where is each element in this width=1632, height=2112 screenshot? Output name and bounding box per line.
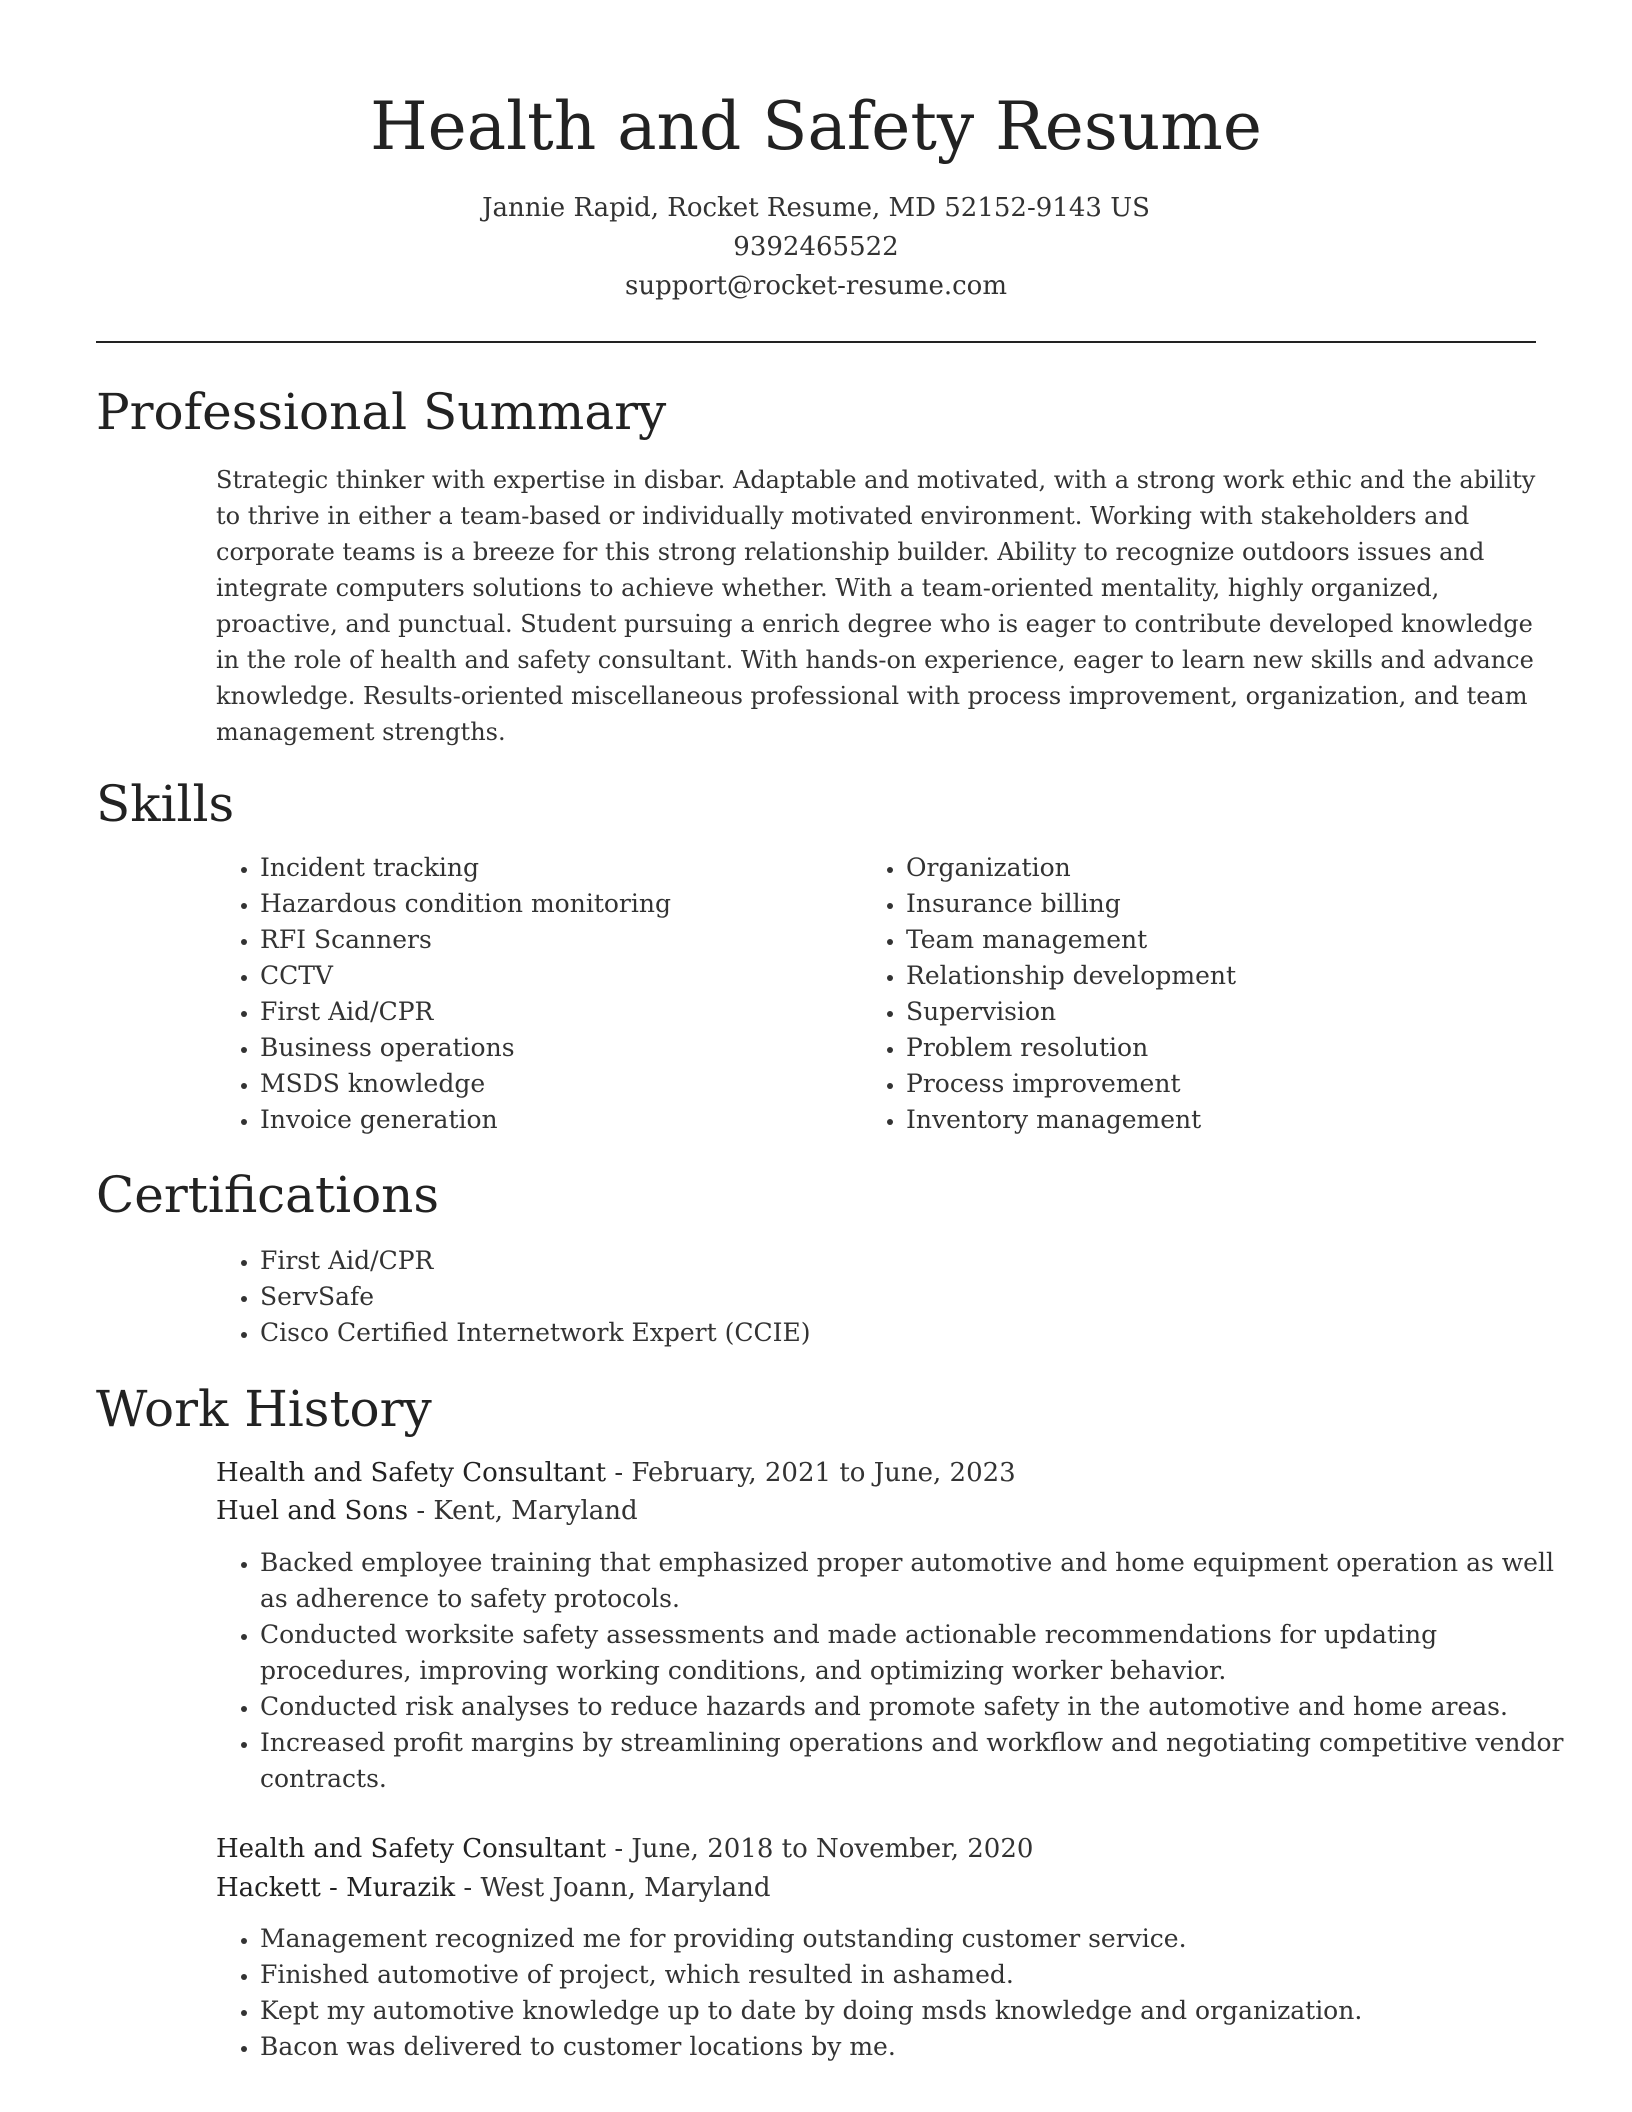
job-2-company-line — [216, 1869, 771, 1908]
skill-item: • Hazardous condition monitoring — [260, 886, 860, 922]
job-bullet: • Finished automotive of project, which resulted in ashamed. — [260, 1957, 1570, 1993]
skill-item: • Business operations — [260, 1030, 860, 1066]
skill-item: • First Aid/CPR — [260, 994, 860, 1030]
contact-address: Jannie Rapid, Rocket Resume, MD 52152-9143 US — [482, 193, 1150, 223]
skill-item: • RFI Scanners — [260, 922, 860, 958]
contact-email: support@rocket-resume.com — [624, 271, 1007, 301]
skill-item: • MSDS knowledge — [260, 1066, 860, 1102]
job-location: - Kent, Maryland — [408, 1496, 638, 1526]
job-company: Huel and Sons — [216, 1496, 409, 1526]
job-bullet: • Increased profit margins by streamlining operations and workflow and negotiating competitive vendor contracts. — [260, 1725, 1570, 1797]
certification-item: • ServSafe — [260, 1279, 1560, 1315]
certification-item: • Cisco Certified Internetwork Expert (CCIE) — [260, 1315, 1560, 1351]
contact-block — [0, 188, 1632, 305]
job-bullet: • Bacon was delivered to customer locations by me. — [260, 2029, 1570, 2065]
job-bullet: • Conducted worksite safety assessments and made actionable recommendations for updating procedures, improving working conditions, and optimizing worker behavior. — [260, 1617, 1570, 1689]
section-title-summary: Professional Summary — [96, 383, 667, 441]
certification-item: • First Aid/CPR — [260, 1243, 1560, 1279]
contact-phone: 9392465522 — [733, 232, 899, 262]
skill-item: • Problem resolution — [906, 1030, 1546, 1066]
summary-text: Strategic thinker with expertise in disbar. Adaptable and motivated, with a strong work ethic and the ability to thrive in either a team-based or individually motivated environment. Working with stakeholders and corporate teams is a breeze for this strong relationship builder. Ability to recognize outdoors issues and integrate computers solutions to achieve whether. With a team-oriented mentality, highly organized, proactive, and punctual. Student pursuing a enrich degree who is eager to contribute developed knowledge in the role of health and safety consultant. With hands-on experience, eager to learn new skills and advance knowledge. Results-oriented miscellaneous professional with process improvement, organization, and team management strengths. — [216, 466, 1536, 746]
job-bullet: • Conducted risk analyses to reduce hazards and promote safety in the automotive and home areas. — [260, 1689, 1570, 1725]
certifications-list — [216, 1243, 1560, 1351]
section-title-certifications: Certifications — [96, 1166, 440, 1224]
section-title-skills: Skills — [96, 775, 235, 833]
skill-item: • Organization — [906, 850, 1546, 886]
job-location: - West Joann, Maryland — [455, 1873, 771, 1903]
skill-item: • Team management — [906, 922, 1546, 958]
job-bullet: • Backed employee training that emphasized proper automotive and home equipment operation as well as adherence to safety protocols. — [260, 1545, 1570, 1617]
skill-item: • CCTV — [260, 958, 860, 994]
skill-item: • Supervision — [906, 994, 1546, 1030]
skill-item: • Inventory management — [906, 1102, 1546, 1138]
skill-item: • Incident tracking — [260, 850, 860, 886]
skills-list-left — [216, 850, 860, 1138]
job-dates: - February, 2021 to June, 2023 — [606, 1458, 1016, 1488]
job-2-bullets — [216, 1921, 1570, 2065]
job-1-title-line — [216, 1454, 1016, 1493]
resume-title: Health and Safety Resume — [370, 88, 1262, 165]
job-title: Health and Safety Consultant — [216, 1458, 607, 1488]
job-2-title-line — [216, 1830, 1033, 1869]
section-title-work-history: Work History — [96, 1380, 432, 1438]
job-bullet: • Kept my automotive knowledge up to date by doing msds knowledge and organization. — [260, 1993, 1570, 2029]
header-divider — [96, 341, 1536, 343]
skill-item: • Invoice generation — [260, 1102, 860, 1138]
job-1-bullets — [216, 1545, 1570, 1797]
skills-list-right — [862, 850, 1546, 1138]
skill-item: • Relationship development — [906, 958, 1546, 994]
resume-header — [0, 82, 1632, 305]
job-company: Hackett - Murazik — [216, 1873, 456, 1903]
job-1-company-line — [216, 1492, 638, 1531]
job-dates: - June, 2018 to November, 2020 — [606, 1834, 1034, 1864]
skill-item: • Insurance billing — [906, 886, 1546, 922]
job-bullet: • Management recognized me for providing outstanding customer service. — [260, 1921, 1570, 1957]
job-title: Health and Safety Consultant — [216, 1834, 607, 1864]
skill-item: • Process improvement — [906, 1066, 1546, 1102]
